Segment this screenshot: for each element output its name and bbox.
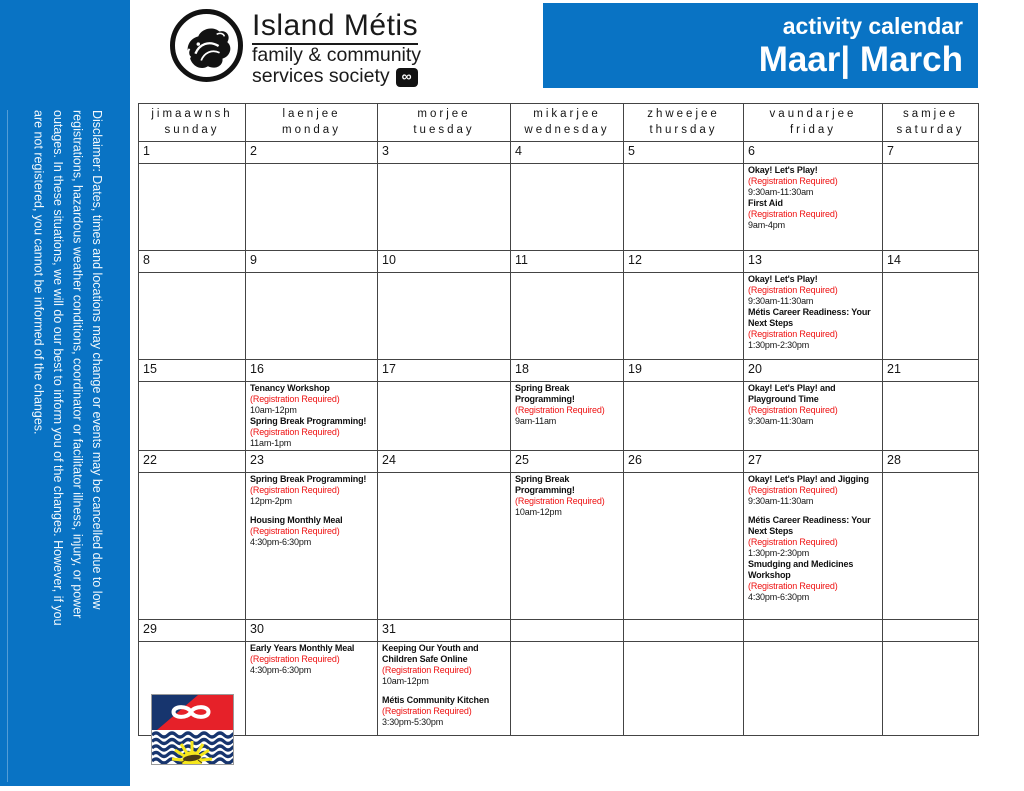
weekday-english: monday <box>282 123 341 136</box>
weekday-english: tuesday <box>413 123 475 136</box>
day-events-cell <box>378 642 511 736</box>
day-number: 8 <box>139 251 246 273</box>
day-number: 27 <box>744 451 883 473</box>
event-line-title: Spring Break Programming! <box>250 416 367 426</box>
day-number: 14 <box>883 251 979 273</box>
disclaimer-line: are not registered, you cannot be informed of the changes. <box>31 110 46 435</box>
event-line-req: (Registration Required) <box>748 405 838 415</box>
day-number: 7 <box>883 142 979 164</box>
day-number: 3 <box>378 142 511 164</box>
day-events-cell <box>744 273 883 360</box>
weekday-michif: mikarjee <box>533 108 601 120</box>
day-events-cell <box>624 382 744 451</box>
day-number: 1 <box>139 142 246 164</box>
day-events-row <box>139 382 979 451</box>
event-line-title: Métis Career Readiness: Your Next Steps <box>748 515 871 536</box>
day-events-row <box>139 642 979 736</box>
weekday-header-friday <box>744 104 883 142</box>
day-number-row <box>139 251 979 273</box>
event-line-time: 11am-1pm <box>250 438 292 448</box>
event-line-time: 12pm-2pm <box>250 496 292 506</box>
day-number: 23 <box>246 451 378 473</box>
day-number: 21 <box>883 360 979 382</box>
calendar-table <box>138 103 979 736</box>
event-line-req: (Registration Required) <box>748 176 838 186</box>
event-line-title: Spring Break Programming! <box>515 383 575 404</box>
day-number: 30 <box>246 620 378 642</box>
event-line-title: Okay! Let's Play! <box>748 165 818 175</box>
day-events-cell <box>246 382 378 451</box>
day-events-cell <box>624 473 744 620</box>
event-line-title: Spring Break Programming! <box>250 474 367 484</box>
day-number: 24 <box>378 451 511 473</box>
day-number-row <box>139 620 979 642</box>
disclaimer-line: Disclaimer: Dates, times and locations may change or events may be cancelled due to low <box>90 110 104 610</box>
day-number: 18 <box>511 360 624 382</box>
day-number: 16 <box>246 360 378 382</box>
day-number: 15 <box>139 360 246 382</box>
event-line-time: 9:30am-11:30am <box>748 416 814 426</box>
day-events-cell <box>624 642 744 736</box>
infinity-flag-icon: ∞ <box>396 68 418 87</box>
day-events-cell <box>139 273 246 360</box>
weekday-english: saturday <box>896 123 965 136</box>
day-number: 20 <box>744 360 883 382</box>
weekday-header-sunday <box>139 104 246 142</box>
event-line-time: 9:30am-11:30am <box>748 187 814 197</box>
day-number: 26 <box>624 451 744 473</box>
event-line-time: 10am-12pm <box>250 405 297 415</box>
event-line-title: Métis Career Readiness: Your Next Steps <box>748 307 871 328</box>
day-events-cell <box>246 473 378 620</box>
event-line-title: Okay! Let's Play! and Playground Time <box>748 383 836 404</box>
disclaimer-line: registrations, hazardous weather conditions, coordinator or facilitator illness, injury, or power <box>70 110 85 619</box>
weekday-header-tuesday <box>378 104 511 142</box>
event-line-req: (Registration Required) <box>382 706 472 716</box>
event-line-time: 10am-12pm <box>515 507 562 517</box>
event-line-req: (Registration Required) <box>250 485 340 495</box>
day-number: 17 <box>378 360 511 382</box>
day-number: 13 <box>744 251 883 273</box>
event-line-req: (Registration Required) <box>748 537 838 547</box>
day-events-cell <box>883 642 979 736</box>
disclaimer-line: outages. In these situations, we will do our best to inform you of the changes. However, if you <box>51 110 65 626</box>
day-number: 29 <box>139 620 246 642</box>
event-line-req: (Registration Required) <box>748 329 838 339</box>
logo-tagline-2: services society ∞ <box>252 66 421 87</box>
event-line-req: (Registration Required) <box>250 526 340 536</box>
event-line-title: Okay! Let's Play! and Jigging <box>748 474 869 484</box>
day-events-cell <box>511 382 624 451</box>
disclaimer-text <box>28 110 106 782</box>
day-number: 4 <box>511 142 624 164</box>
day-events-cell <box>624 273 744 360</box>
day-events-cell <box>883 273 979 360</box>
day-events-cell <box>246 273 378 360</box>
weekday-english: wednesday <box>524 123 610 136</box>
day-events-cell <box>624 164 744 251</box>
logo-text <box>252 9 421 87</box>
event-line-title: Housing Monthly Meal <box>250 515 343 525</box>
event-line-time: 4:30pm-6:30pm <box>250 537 312 547</box>
bison-logo-icon <box>170 9 243 82</box>
event-line-title: Smudging and Medicines Workshop <box>748 559 854 580</box>
day-events-cell <box>511 473 624 620</box>
day-events-cell <box>378 473 511 620</box>
event-line-req: (Registration Required) <box>250 427 340 437</box>
day-number-row <box>139 142 979 164</box>
weekday-english: sunday <box>164 123 220 136</box>
day-events-cell <box>139 382 246 451</box>
day-number: 19 <box>624 360 744 382</box>
event-line-req: (Registration Required) <box>748 485 838 495</box>
event-line-time: 4:30pm-6:30pm <box>748 592 810 602</box>
day-events-cell <box>883 382 979 451</box>
event-line-title: Métis Community Kitchen <box>382 695 490 705</box>
day-number: 11 <box>511 251 624 273</box>
metis-flag-image <box>151 694 234 765</box>
weekday-michif: zhweejee <box>647 108 720 120</box>
event-line-title: Tenancy Workshop <box>250 383 330 393</box>
event-line-time: 1:30pm-2:30pm <box>748 340 810 350</box>
event-line-time: 1:30pm-2:30pm <box>748 548 810 558</box>
event-line-req: (Registration Required) <box>250 654 340 664</box>
weekday-michif: samjee <box>902 108 959 120</box>
day-number: 9 <box>246 251 378 273</box>
event-line-title: Okay! Let's Play! <box>748 274 818 284</box>
day-number <box>744 620 883 642</box>
event-line-req: (Registration Required) <box>748 285 838 295</box>
day-number: 2 <box>246 142 378 164</box>
weekday-michif: morjee <box>417 108 471 120</box>
day-number <box>883 620 979 642</box>
day-events-cell <box>744 642 883 736</box>
event-line-req: (Registration Required) <box>748 581 838 591</box>
event-line-req: (Registration Required) <box>748 209 838 219</box>
weekday-english: thursday <box>649 123 718 136</box>
event-line-gap <box>382 687 507 695</box>
event-line-time: 4:30pm-6:30pm <box>250 665 312 675</box>
event-line-time: 3:30pm-5:30pm <box>382 717 444 727</box>
event-line-time: 9:30am-11:30am <box>748 496 814 506</box>
day-events-cell <box>139 164 246 251</box>
event-line-title: Spring Break Programming! <box>515 474 575 495</box>
sidebar-divider <box>7 110 8 782</box>
event-line-title: Keeping Our Youth and Children Safe Online <box>382 643 479 664</box>
event-line-req: (Registration Required) <box>250 394 340 404</box>
day-events-cell <box>883 473 979 620</box>
weekday-header-row <box>139 104 979 142</box>
day-events-cell <box>246 642 378 736</box>
day-events-cell <box>883 164 979 251</box>
weekday-michif: laenjee <box>282 108 341 120</box>
day-number: 12 <box>624 251 744 273</box>
day-number: 10 <box>378 251 511 273</box>
day-events-row <box>139 473 979 620</box>
day-number-row <box>139 451 979 473</box>
day-number <box>624 620 744 642</box>
day-events-cell <box>744 382 883 451</box>
event-line-time: 9:30am-11:30am <box>748 296 814 306</box>
day-events-cell <box>139 473 246 620</box>
day-number: 5 <box>624 142 744 164</box>
day-number <box>511 620 624 642</box>
weekday-header-monday <box>246 104 378 142</box>
page-title: Maar| March <box>758 39 963 79</box>
day-number-row <box>139 360 979 382</box>
event-line-time: 10am-12pm <box>382 676 429 686</box>
day-number: 31 <box>378 620 511 642</box>
weekday-header-thursday <box>624 104 744 142</box>
event-line-time: 9am-11am <box>515 416 557 426</box>
weekday-michif: vaundarjee <box>769 108 857 120</box>
day-number: 25 <box>511 451 624 473</box>
banner-subtitle: activity calendar <box>782 12 963 39</box>
event-line-title: First Aid <box>748 198 783 208</box>
day-events-cell <box>744 473 883 620</box>
event-line-req: (Registration Required) <box>382 665 472 675</box>
day-events-cell <box>378 382 511 451</box>
event-line-gap <box>748 507 879 515</box>
weekday-header-wednesday <box>511 104 624 142</box>
weekday-michif: jimaawnsh <box>151 108 233 120</box>
day-events-cell <box>378 164 511 251</box>
event-line-title: Early Years Monthly Meal <box>250 643 355 653</box>
event-line-req: (Registration Required) <box>515 496 605 506</box>
day-events-cell <box>511 642 624 736</box>
day-number: 22 <box>139 451 246 473</box>
day-events-cell <box>511 164 624 251</box>
day-events-cell <box>378 273 511 360</box>
event-line-req: (Registration Required) <box>515 405 605 415</box>
day-events-cell <box>511 273 624 360</box>
weekday-header-saturday <box>883 104 979 142</box>
sidebar <box>0 0 130 786</box>
weekday-english: friday <box>789 123 837 136</box>
logo-name: Island Métis <box>252 9 418 45</box>
event-line-gap <box>250 507 374 515</box>
day-events-cell <box>744 164 883 251</box>
day-number: 28 <box>883 451 979 473</box>
day-number: 6 <box>744 142 883 164</box>
org-logo <box>170 9 421 87</box>
day-events-row <box>139 273 979 360</box>
day-events-row <box>139 164 979 251</box>
event-line-time: 9am-4pm <box>748 220 785 230</box>
logo-tagline-1: family & community <box>252 44 422 66</box>
title-banner <box>543 3 978 88</box>
day-events-cell <box>246 164 378 251</box>
